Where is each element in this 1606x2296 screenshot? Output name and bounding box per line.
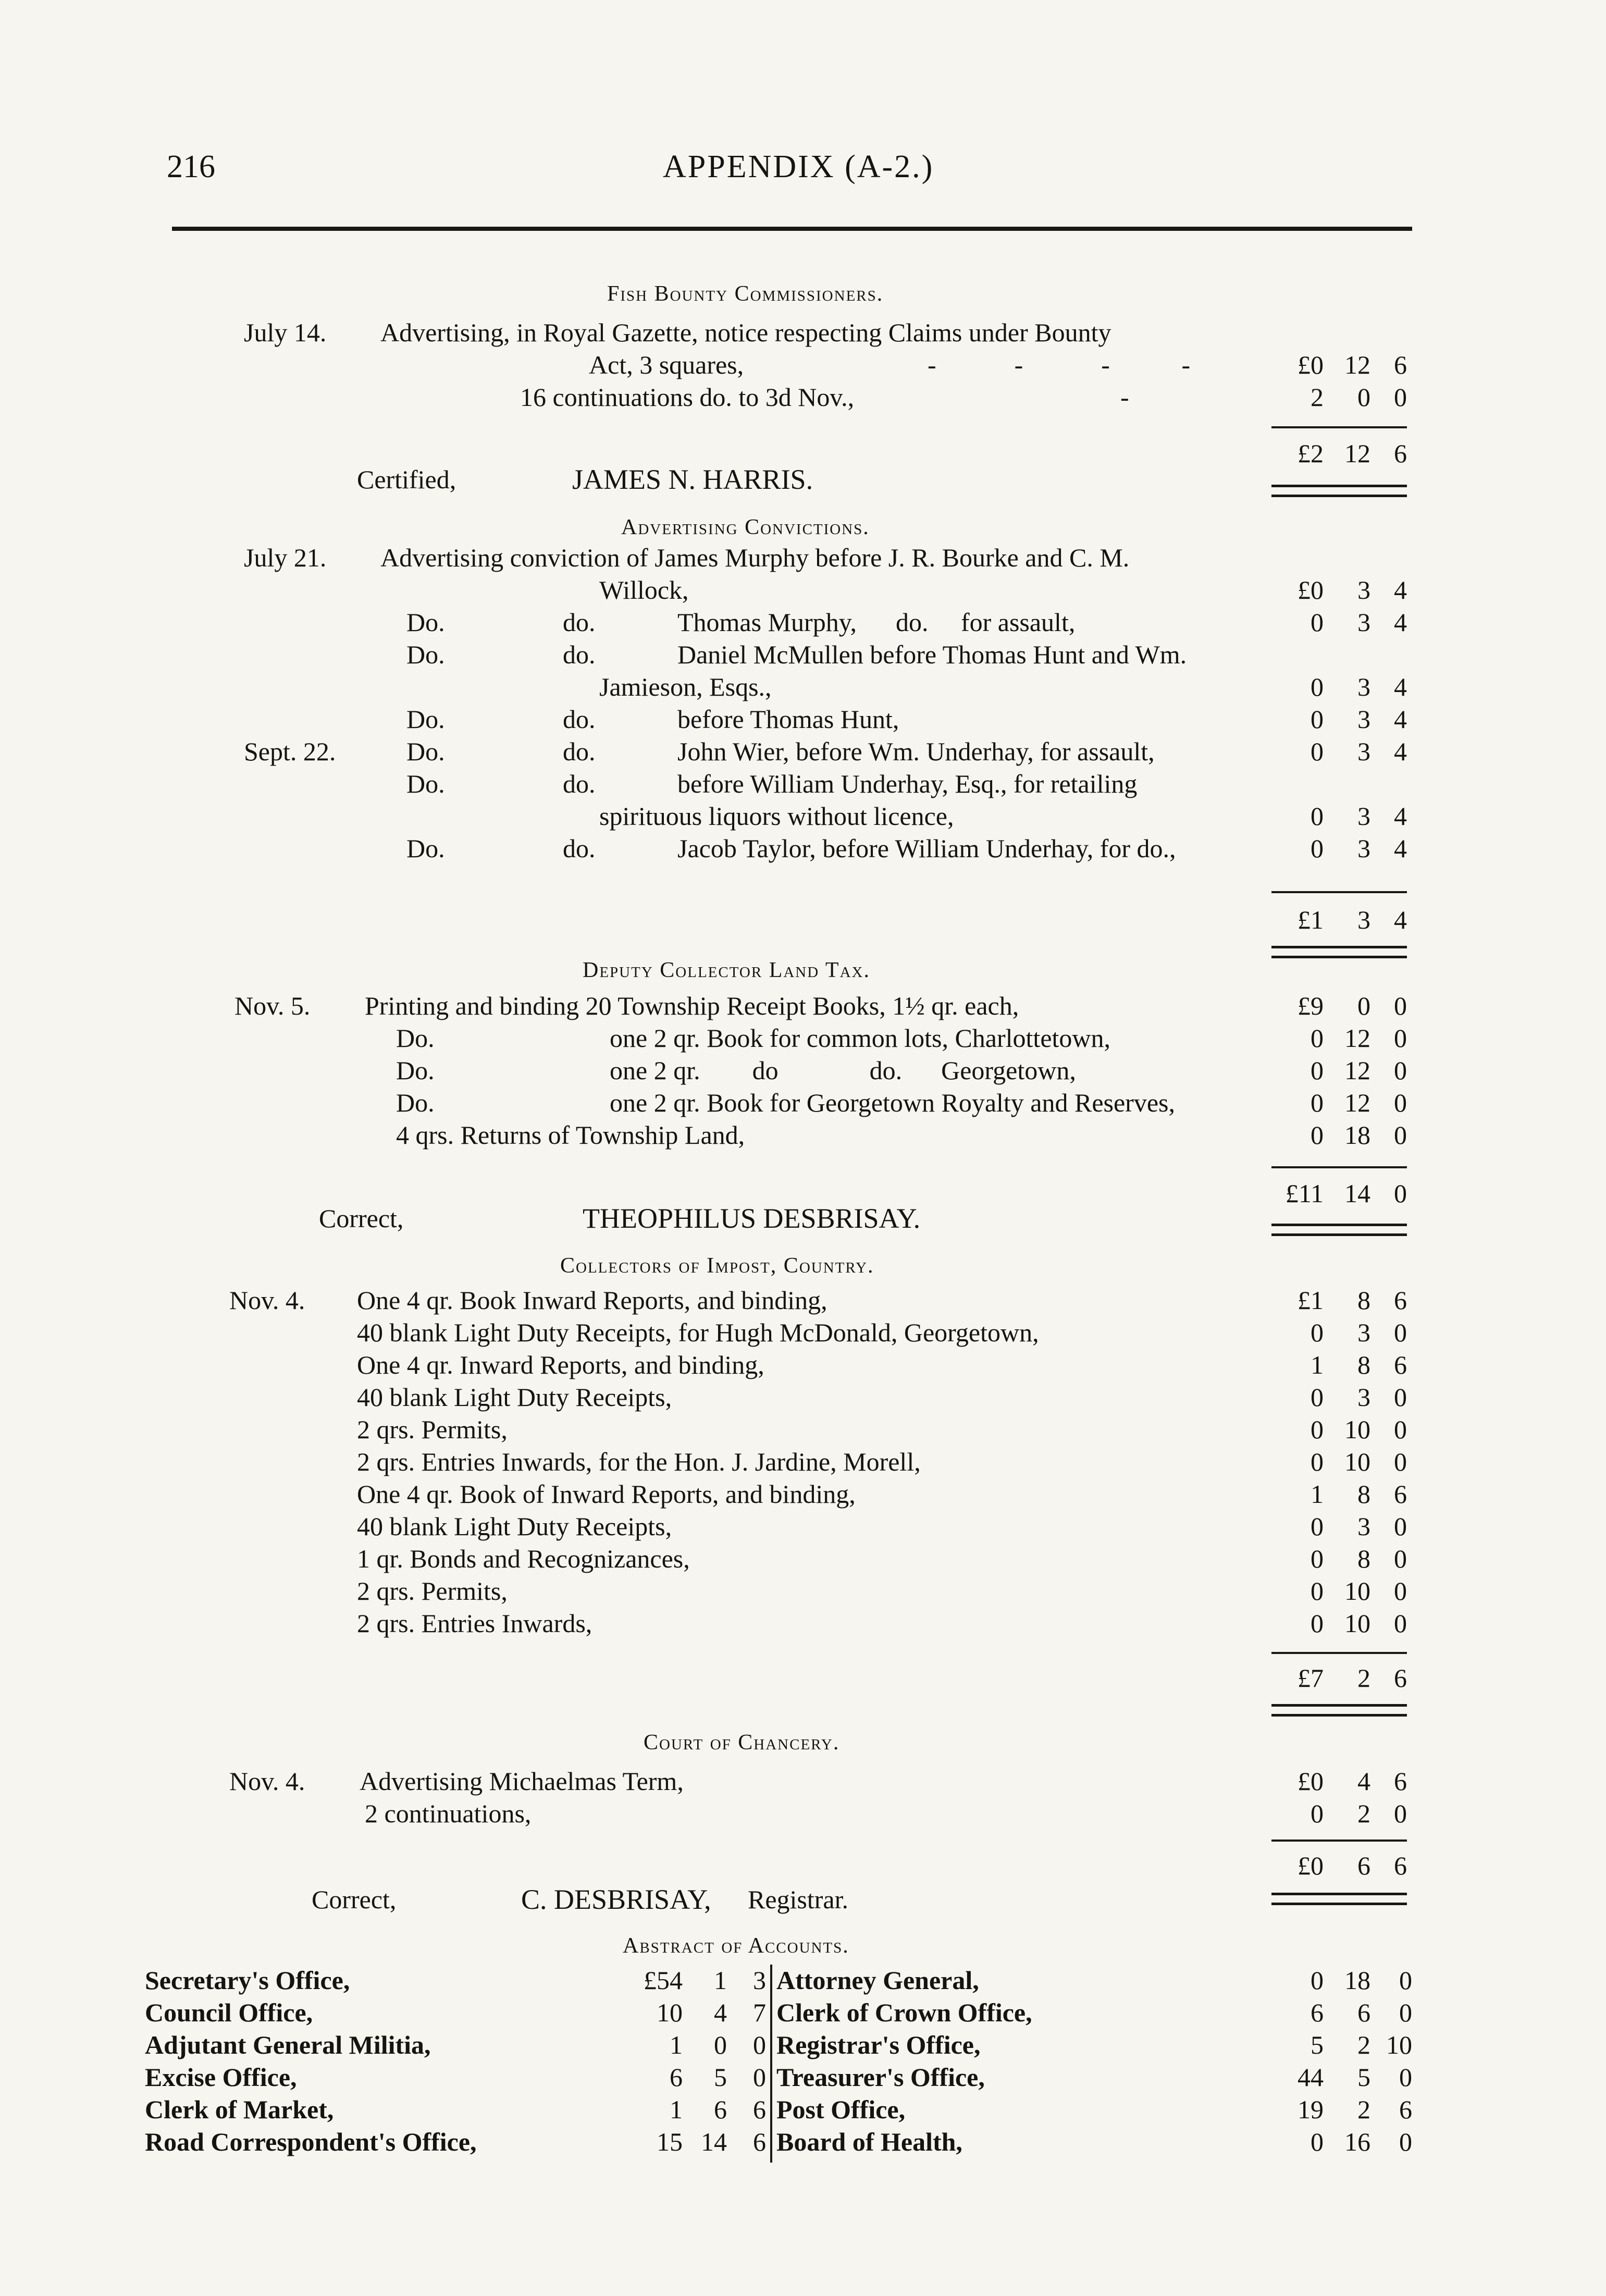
total-double-rule: [1271, 946, 1407, 958]
amount-shillings: 2: [1357, 2095, 1370, 2124]
amount-shillings: 0: [714, 2030, 727, 2059]
conviction-col-c: before Thomas Hunt,: [677, 705, 899, 734]
impost-item: 2 qrs. Permits,: [357, 1415, 508, 1444]
landtax-col-b: one 2 qr. Book for Georgetown Royalty and Reserves,: [610, 1088, 1175, 1117]
total-pounds: £0: [1298, 1851, 1324, 1880]
abstract-right-label: Treasurer's Office,: [776, 2063, 985, 2092]
total-pence: 6: [1394, 439, 1407, 468]
subtotal-rule: [1271, 1166, 1407, 1168]
amount-pence: 6: [1394, 1286, 1407, 1315]
amount-pounds: 0: [1311, 737, 1324, 766]
chancery-item: Advertising Michaelmas Term,: [360, 1767, 684, 1796]
impost-item: 40 blank Light Duty Receipts, for Hugh McDonald, Georgetown,: [357, 1318, 1039, 1347]
correct-label: Correct,: [319, 1204, 404, 1233]
landtax-col-a: 4 qrs. Returns of Township Land,: [396, 1120, 745, 1150]
amount-pence: 0: [1394, 991, 1407, 1020]
amount-pence: 0: [1394, 1088, 1407, 1117]
total-pence: 4: [1394, 905, 1407, 934]
amount-pence: 6: [1399, 2095, 1412, 2124]
conviction-col-a: Do.: [406, 608, 445, 637]
amount-pounds: £1: [1298, 1286, 1324, 1315]
correct-role: Registrar.: [748, 1885, 849, 1914]
impost-item: One 4 qr. Book of Inward Reports, and binding,: [357, 1479, 856, 1509]
amount-shillings: 14: [701, 2127, 727, 2156]
conviction-col-b: do.: [563, 737, 596, 766]
conviction-col-b: do.: [563, 834, 596, 863]
amount-shillings: 4: [1357, 1767, 1370, 1796]
total-double-rule: [1271, 1704, 1407, 1717]
landtax-col-b: one 2 qr. Book for common lots, Charlottetown,: [610, 1023, 1111, 1053]
amount-pounds: £0: [1298, 575, 1324, 604]
amount-pounds: 0: [1311, 801, 1324, 831]
amount-shillings: 3: [1357, 1318, 1370, 1347]
amount-pounds: £9: [1298, 991, 1324, 1020]
amount-pence: 0: [1394, 1799, 1407, 1828]
conviction-col-d: Willock,: [599, 575, 689, 604]
conviction-col-a: Do.: [406, 769, 445, 798]
page-number: 216: [167, 149, 215, 184]
amount-shillings: 3: [1357, 672, 1370, 701]
amount-pence: 10: [1386, 2030, 1412, 2059]
amount-pence: 0: [1394, 1318, 1407, 1347]
subtotal-rule: [1271, 1840, 1407, 1842]
amount-pence: 4: [1394, 737, 1407, 766]
amount-pounds: 44: [1298, 2063, 1324, 2092]
impost-item: 40 blank Light Duty Receipts,: [357, 1512, 672, 1541]
abstract-right-label: Board of Health,: [776, 2127, 962, 2156]
amount-pounds: 10: [657, 1998, 683, 2027]
amount-pence: 6: [753, 2095, 766, 2124]
conviction-col-d: Jamieson, Esqs.,: [599, 672, 772, 701]
amount-shillings: 3: [1357, 575, 1370, 604]
amount-shillings: 12: [1344, 350, 1370, 379]
conviction-col-c: John Wier, before Wm. Underhay, for assault,: [677, 737, 1155, 766]
landtax-col-b: one 2 qr. do do. Georgetown,: [610, 1056, 1076, 1085]
conviction-col-a: Do.: [406, 737, 445, 766]
amount-shillings: 3: [1357, 1382, 1370, 1412]
amount-pounds: 1: [1311, 1479, 1324, 1509]
amount-pounds: 1: [670, 2095, 683, 2124]
amount-pence: 6: [1394, 1350, 1407, 1379]
correct-label: Correct,: [312, 1885, 397, 1914]
total-pence: 0: [1394, 1179, 1407, 1208]
amount-pence: 0: [1394, 1023, 1407, 1053]
conviction-col-c: before William Underhay, Esq., for retailing: [677, 769, 1138, 798]
page-header: APPENDIX (A-2.): [663, 149, 934, 184]
amount-pounds: 0: [1311, 1609, 1324, 1638]
amount-pounds: 0: [1311, 1512, 1324, 1541]
conviction-col-c: Jacob Taylor, before William Underhay, for do.,: [677, 834, 1176, 863]
amount-pounds: 0: [1311, 1382, 1324, 1412]
conviction-col-c: Thomas Murphy, do. for assault,: [677, 608, 1076, 637]
amount-pence: 0: [1394, 1447, 1407, 1476]
amount-pence: 3: [753, 1966, 766, 1995]
amount-pounds: 6: [1311, 1998, 1324, 2027]
total-shillings: 3: [1357, 905, 1370, 934]
amount-pounds: 0: [1311, 1023, 1324, 1053]
amount-pence: 0: [1399, 2127, 1412, 2156]
chancery-item: 2 continuations,: [365, 1799, 532, 1828]
amount-shillings: 3: [1357, 801, 1370, 831]
dash-leader: -: [1120, 382, 1129, 412]
conviction-date: July 21.: [244, 543, 327, 572]
amount-pounds: 0: [1311, 608, 1324, 637]
amount-pounds: 0: [1311, 1415, 1324, 1444]
amount-shillings: 10: [1344, 1576, 1370, 1606]
total-pence: 6: [1394, 1663, 1407, 1693]
amount-shillings: 8: [1357, 1479, 1370, 1509]
conviction-col-a: Do.: [406, 640, 445, 669]
amount-pence: 0: [1394, 1382, 1407, 1412]
amount-pence: 4: [1394, 672, 1407, 701]
amount-shillings: 8: [1357, 1544, 1370, 1573]
amount-pence: 0: [1394, 1415, 1407, 1444]
amount-shillings: 6: [714, 2095, 727, 2124]
amount-shillings: 4: [714, 1998, 727, 2027]
amount-pounds: £0: [1298, 350, 1324, 379]
conviction-col-a: Do.: [406, 834, 445, 863]
amount-shillings: 10: [1344, 1447, 1370, 1476]
impost-item: One 4 qr. Inward Reports, and binding,: [357, 1350, 764, 1379]
amount-pence: 0: [1394, 1056, 1407, 1085]
section-title-fish: Fish Bounty Commissioners.: [607, 282, 884, 306]
amount-shillings: 3: [1357, 834, 1370, 863]
impost-item: 2 qrs. Entries Inwards,: [357, 1609, 592, 1638]
amount-pounds: 0: [1311, 705, 1324, 734]
impost-item: One 4 qr. Book Inward Reports, and binding,: [357, 1286, 827, 1315]
amount-shillings: 16: [1344, 2127, 1370, 2156]
amount-shillings: 12: [1344, 1023, 1370, 1053]
fish-line3: 16 continuations do. to 3d Nov.,: [520, 382, 855, 412]
total-shillings: 2: [1357, 1663, 1370, 1693]
amount-pounds: 0: [1311, 1088, 1324, 1117]
amount-pence: 0: [1394, 382, 1407, 412]
amount-pence: 6: [1394, 1767, 1407, 1796]
amount-pence: 0: [1394, 1576, 1407, 1606]
conviction-col-d: spirituous liquors without licence,: [599, 801, 954, 831]
amount-pounds: 0: [1311, 2127, 1324, 2156]
amount-pounds: 0: [1311, 672, 1324, 701]
amount-shillings: 5: [714, 2063, 727, 2092]
total-shillings: 12: [1344, 439, 1370, 468]
amount-shillings: 8: [1357, 1286, 1370, 1315]
amount-pence: 0: [753, 2063, 766, 2092]
subtotal-rule: [1271, 1652, 1407, 1654]
amount-shillings: 3: [1357, 608, 1370, 637]
total-double-rule: [1271, 1893, 1407, 1905]
total-shillings: 6: [1357, 1851, 1370, 1880]
amount-pence: 4: [1394, 705, 1407, 734]
conviction-col-b: do.: [563, 608, 596, 637]
abstract-right-label: Post Office,: [776, 2095, 906, 2124]
amount-pence: 7: [753, 1998, 766, 2027]
amount-pounds: £0: [1298, 1767, 1324, 1796]
conviction-col-c: Daniel McMullen before Thomas Hunt and Wm.: [677, 640, 1187, 669]
amount-shillings: 3: [1357, 737, 1370, 766]
subtotal-rule: [1271, 891, 1407, 893]
total-pounds: £7: [1298, 1663, 1324, 1693]
amount-shillings: 2: [1357, 1799, 1370, 1828]
amount-shillings: 3: [1357, 1512, 1370, 1541]
section-title-landtax: Deputy Collector Land Tax.: [583, 958, 870, 982]
amount-shillings: 0: [1357, 382, 1370, 412]
amount-shillings: 10: [1344, 1415, 1370, 1444]
amount-pence: 4: [1394, 608, 1407, 637]
total-double-rule: [1271, 1224, 1407, 1236]
impost-item: 1 qr. Bonds and Recognizances,: [357, 1544, 690, 1573]
amount-pence: 0: [1394, 1609, 1407, 1638]
section-title-convictions: Advertising Convictions.: [621, 515, 870, 539]
amount-shillings: 0: [1357, 991, 1370, 1020]
abstract-left-label: Road Correspondent's Office,: [145, 2127, 477, 2156]
amount-shillings: 2: [1357, 2030, 1370, 2059]
amount-pounds: 1: [1311, 1350, 1324, 1379]
impost-item: 2 qrs. Permits,: [357, 1576, 508, 1606]
amount-shillings: 18: [1344, 1966, 1370, 1995]
landtax-date: Nov. 5.: [234, 991, 311, 1020]
amount-pounds: 5: [1311, 2030, 1324, 2059]
amount-pounds: 0: [1311, 834, 1324, 863]
fish-line2: Act, 3 squares,: [589, 350, 744, 379]
amount-shillings: 6: [1357, 1998, 1370, 2027]
total-shillings: 14: [1344, 1179, 1370, 1208]
amount-pence: 0: [1399, 2063, 1412, 2092]
amount-pence: 4: [1394, 575, 1407, 604]
amount-pounds: 0: [1311, 1576, 1324, 1606]
total-pence: 6: [1394, 1851, 1407, 1880]
conviction-col-b: do.: [563, 705, 596, 734]
amount-pounds: 0: [1311, 1318, 1324, 1347]
abstract-left-label: Adjutant General Militia,: [145, 2030, 431, 2059]
abstract-left-label: Excise Office,: [145, 2063, 297, 2092]
amount-pounds: 0: [1311, 1799, 1324, 1828]
total-pounds: £2: [1298, 439, 1324, 468]
amount-shillings: 1: [714, 1966, 727, 1995]
landtax-col-a: Do.: [396, 1056, 435, 1085]
amount-pence: 4: [1394, 801, 1407, 831]
amount-pence: 0: [1399, 1966, 1412, 1995]
header-rule: [172, 227, 1412, 231]
amount-shillings: 5: [1357, 2063, 1370, 2092]
conviction-col-b: do.: [563, 640, 596, 669]
amount-pounds: 0: [1311, 1544, 1324, 1573]
amount-pence: 0: [1394, 1120, 1407, 1150]
amount-pence: 6: [1394, 1479, 1407, 1509]
section-title-abstract: Abstract of Accounts.: [623, 1934, 849, 1958]
landtax-col-a: Do.: [396, 1088, 435, 1117]
correct-name: THEOPHILUS DESBRISAY.: [583, 1203, 921, 1234]
impost-date: Nov. 4.: [229, 1286, 305, 1315]
amount-pence: 0: [753, 2030, 766, 2059]
amount-pence: 6: [1394, 350, 1407, 379]
total-pounds: £1: [1298, 905, 1324, 934]
conviction-col-a: Do.: [406, 705, 445, 734]
amount-shillings: 8: [1357, 1350, 1370, 1379]
fish-line1: Advertising, in Royal Gazette, notice respecting Claims under Bounty: [380, 318, 1111, 347]
amount-shillings: 10: [1344, 1609, 1370, 1638]
amount-pounds: 0: [1311, 1120, 1324, 1150]
conviction-date: Sept. 22.: [244, 737, 336, 766]
landtax-col-a: Do.: [396, 1023, 435, 1053]
chancery-date: Nov. 4.: [229, 1767, 305, 1796]
landtax-col-a: Printing and binding 20 Township Receipt Books, 1½ qr. each,: [365, 991, 1019, 1020]
certified-name: JAMES N. HARRIS.: [572, 464, 813, 495]
conviction-col-b: do.: [563, 769, 596, 798]
amount-pounds: 2: [1311, 382, 1324, 412]
impost-item: 40 blank Light Duty Receipts,: [357, 1382, 672, 1412]
total-double-rule: [1271, 485, 1407, 497]
abstract-right-label: Clerk of Crown Office,: [776, 1998, 1032, 2027]
amount-pence: 0: [1394, 1512, 1407, 1541]
abstract-right-label: Registrar's Office,: [776, 2030, 981, 2059]
section-title-chancery: Court of Chancery.: [644, 1731, 840, 1755]
certified-label: Certified,: [357, 465, 456, 494]
amount-shillings: 3: [1357, 705, 1370, 734]
amount-pounds: £54: [644, 1966, 683, 1995]
amount-shillings: 12: [1344, 1056, 1370, 1085]
amount-pounds: 0: [1311, 1447, 1324, 1476]
amount-pounds: 0: [1311, 1056, 1324, 1085]
fish-date: July 14.: [244, 318, 327, 347]
amount-pence: 0: [1399, 1998, 1412, 2027]
abstract-left-label: Clerk of Market,: [145, 2095, 334, 2124]
subtotal-rule: [1271, 426, 1407, 428]
abstract-left-label: Council Office,: [145, 1998, 313, 2027]
correct-name: C. DESBRISAY,: [521, 1884, 711, 1915]
abstract-left-label: Secretary's Office,: [145, 1966, 350, 1995]
impost-item: 2 qrs. Entries Inwards, for the Hon. J. Jardine, Morell,: [357, 1447, 921, 1476]
amount-pence: 6: [753, 2127, 766, 2156]
section-title-impost: Collectors of Impost, Country.: [560, 1254, 874, 1278]
conviction-col-a: Advertising conviction of James Murphy before J. R. Bourke and C. M.: [380, 543, 1130, 572]
abstract-right-label: Attorney General,: [776, 1966, 979, 1995]
dash-leader: - - - -: [928, 350, 1191, 379]
amount-pounds: 6: [670, 2063, 683, 2092]
amount-pence: 0: [1394, 1544, 1407, 1573]
amount-pounds: 15: [657, 2127, 683, 2156]
amount-shillings: 12: [1344, 1088, 1370, 1117]
amount-pence: 4: [1394, 834, 1407, 863]
amount-pounds: 1: [670, 2030, 683, 2059]
total-pounds: £11: [1285, 1179, 1324, 1208]
amount-pounds: 0: [1311, 1966, 1324, 1995]
amount-shillings: 18: [1344, 1120, 1370, 1150]
amount-pounds: 19: [1298, 2095, 1324, 2124]
abstract-column-divider: [770, 1965, 772, 2163]
